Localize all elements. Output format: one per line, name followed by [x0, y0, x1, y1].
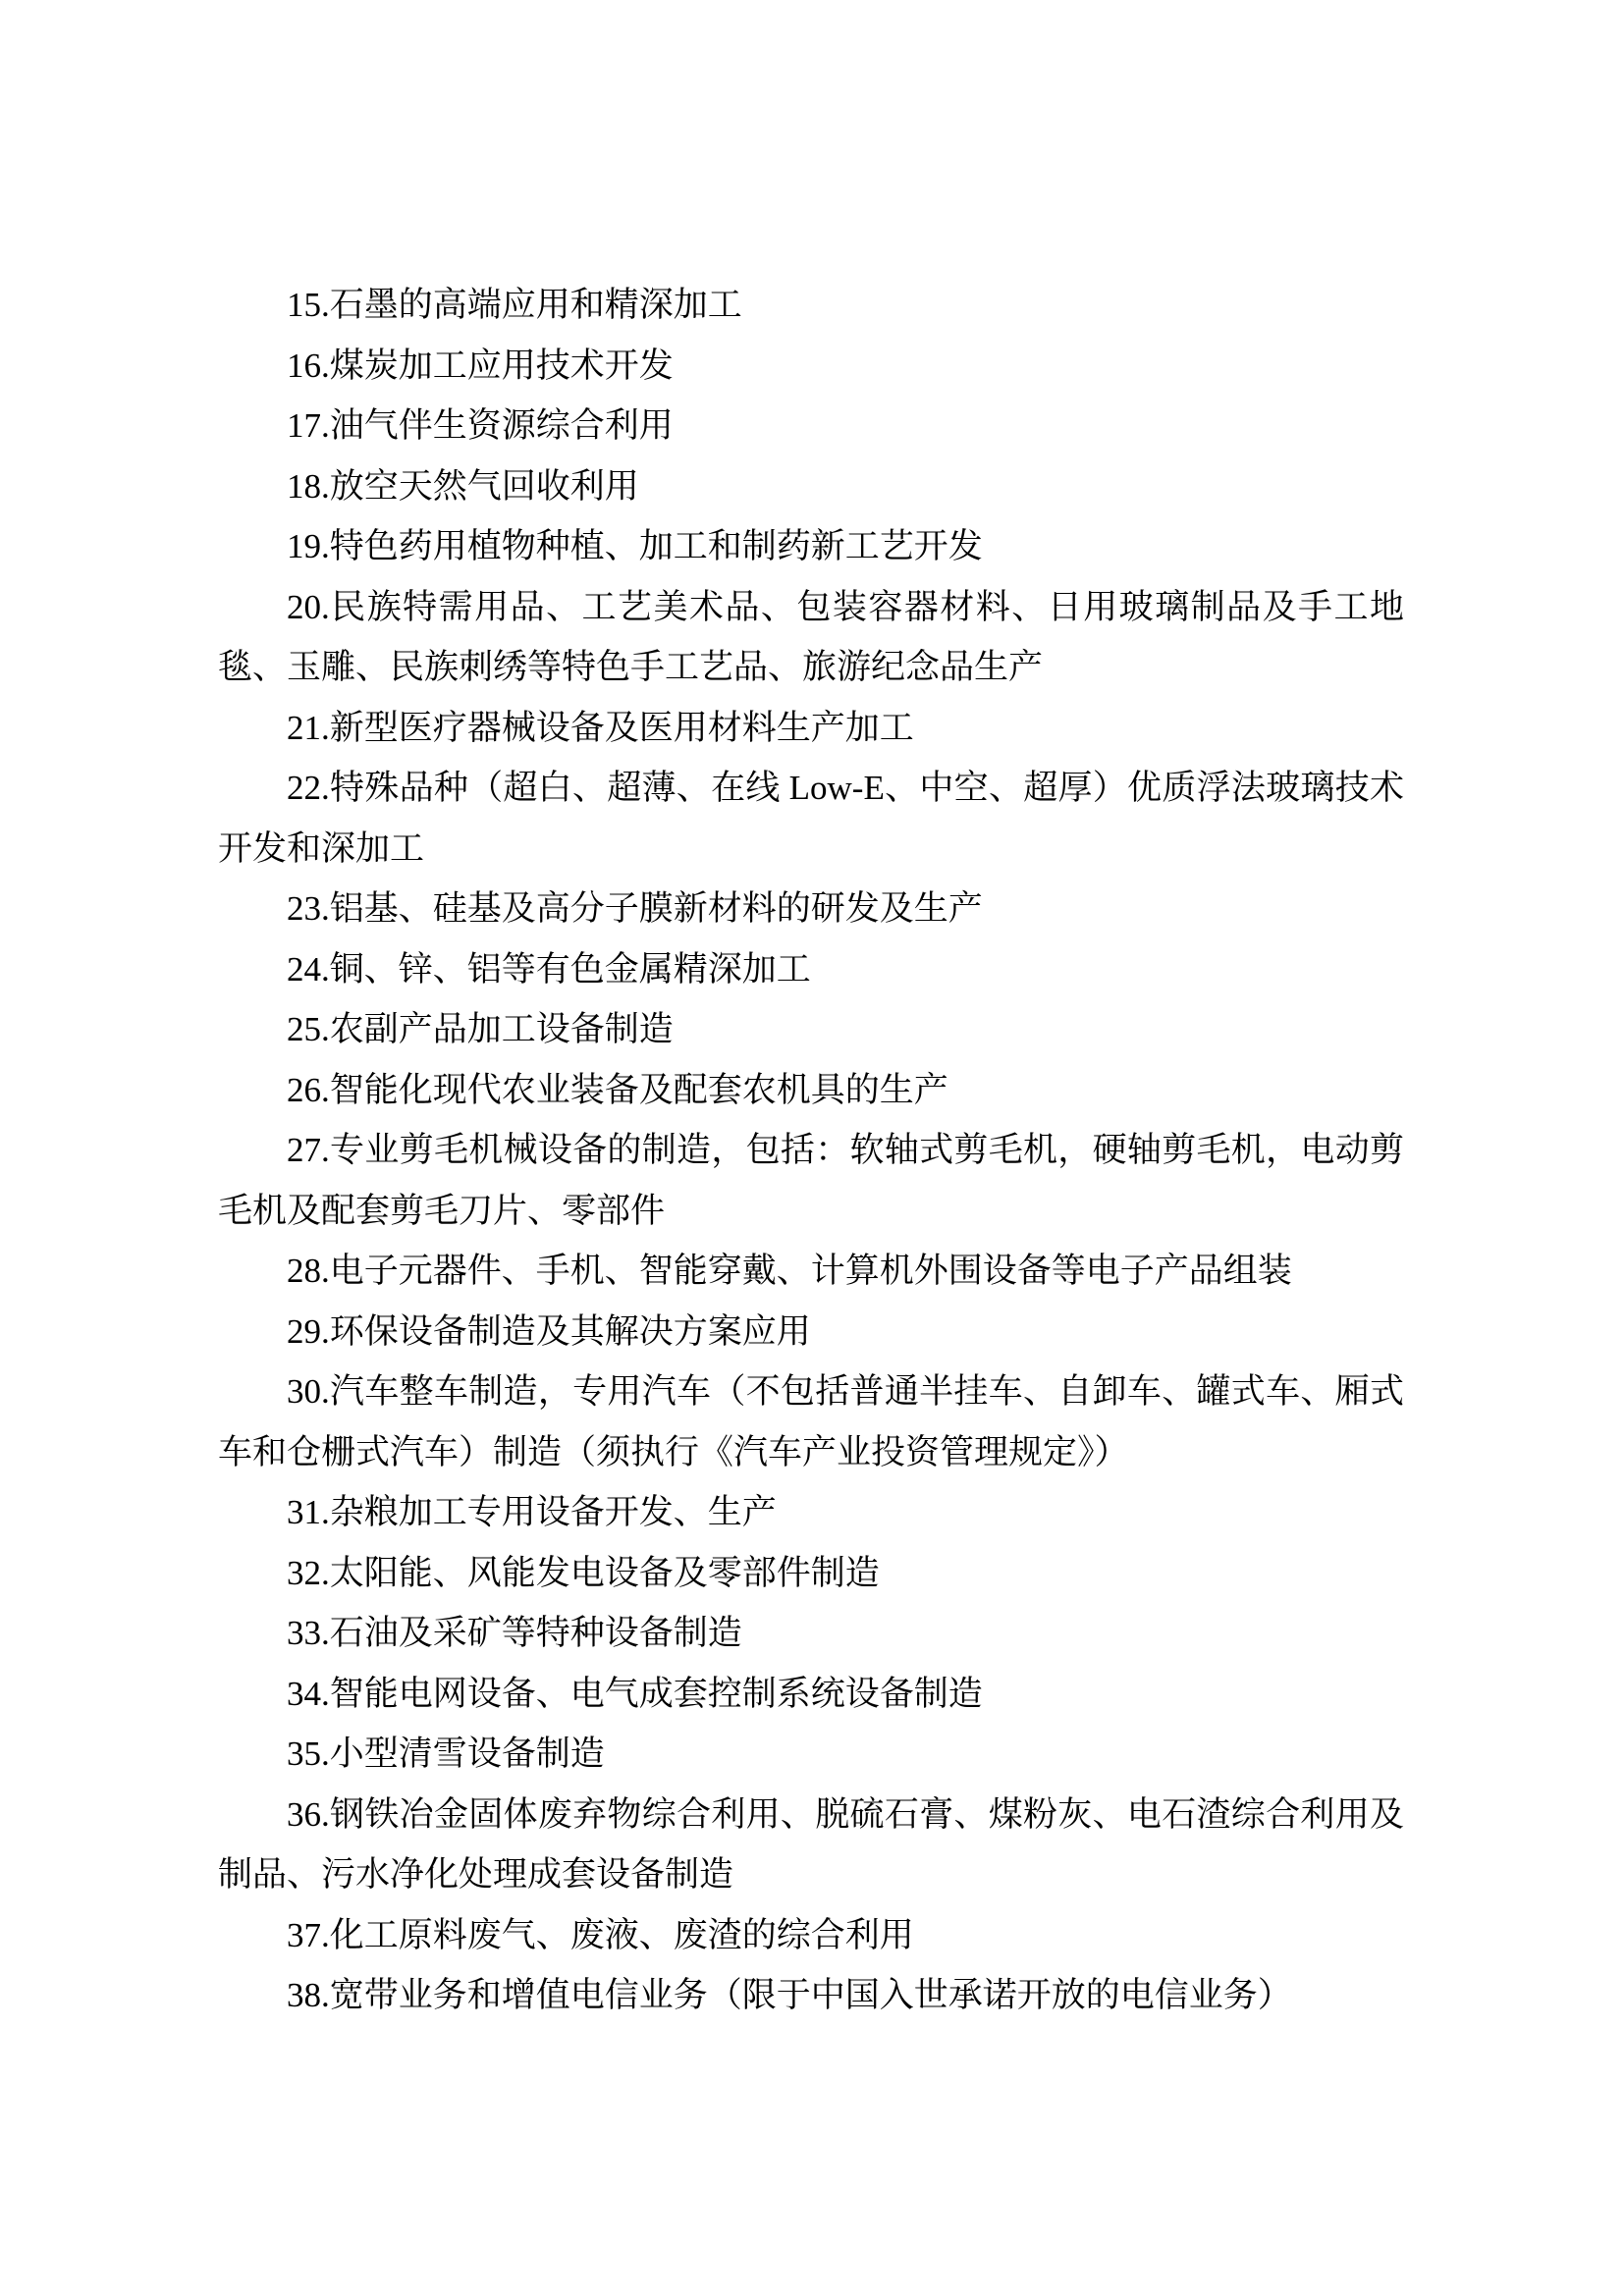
list-item: 24.铜、锌、铝等有色金属精深加工	[287, 949, 811, 988]
list-item: 16.煤炭加工应用技术开发	[287, 346, 674, 385]
list-item: 15.石墨的高端应用和精深加工	[287, 286, 742, 324]
list-item: 18.放空天然气回收利用	[287, 466, 639, 506]
list-item: 20.民族特需用品、工艺美术品、包装容器材料、日用玻璃制品及手工地毯、玉雕、民族刺绣等特色手工艺品、旅游纪念品生产	[218, 587, 1404, 686]
list-item: 33.石油及采矿等特种设备制造	[287, 1614, 742, 1652]
list-item: 32.太阳能、风能发电设备及零部件制造	[287, 1553, 880, 1592]
list-item: 25.农副产品加工设备制造	[287, 1010, 674, 1048]
list-item: 22.特殊品种（超白、超薄、在线 Low-E、中空、超厚）优质浮法玻璃技术开发和深加工	[218, 769, 1404, 868]
list-item: 30.汽车整车制造，专用汽车（不包括普通半挂车、自卸车、罐式车、厢式车和仓栅式汽车）制造（须执行《汽车产业投资管理规定》）	[218, 1372, 1404, 1471]
list-item: 21.新型医疗器械设备及医用材料生产加工	[287, 708, 914, 747]
list-item: 31.杂粮加工专用设备开发、生产	[287, 1493, 777, 1531]
list-item: 23.铝基、硅基及高分子膜新材料的研发及生产	[287, 889, 983, 928]
list-item: 28.电子元器件、手机、智能穿戴、计算机外围设备等电子产品组装	[287, 1252, 1292, 1290]
list-item: 35.小型清雪设备制造	[287, 1735, 605, 1773]
list-item: 37.化工原料废气、废液、废渣的综合利用	[287, 1915, 914, 1954]
numbered-list	[218, 275, 1404, 2026]
list-item: 34.智能电网设备、电气成套控制系统设备制造	[287, 1674, 983, 1713]
list-item: 36.钢铁冶金固体废弃物综合利用、脱硫石膏、煤粉灰、电石渣综合利用及制品、污水净化处理成套设备制造	[218, 1794, 1404, 1894]
list-item: 19.特色药用植物种植、加工和制药新工艺开发	[287, 527, 983, 565]
list-item: 17.油气伴生资源综合利用	[287, 406, 674, 445]
list-item: 26.智能化现代农业装备及配套农机具的生产	[287, 1070, 948, 1109]
list-item: 38.宽带业务和增值电信业务（限于中国入世承诺开放的电信业务）	[287, 1976, 1292, 2014]
list-item: 29.环保设备制造及其解决方案应用	[287, 1311, 811, 1351]
list-item: 27.专业剪毛机械设备的制造，包括：软轴式剪毛机，硬轴剪毛机，电动剪毛机及配套剪毛刀片、零部件	[218, 1131, 1404, 1230]
